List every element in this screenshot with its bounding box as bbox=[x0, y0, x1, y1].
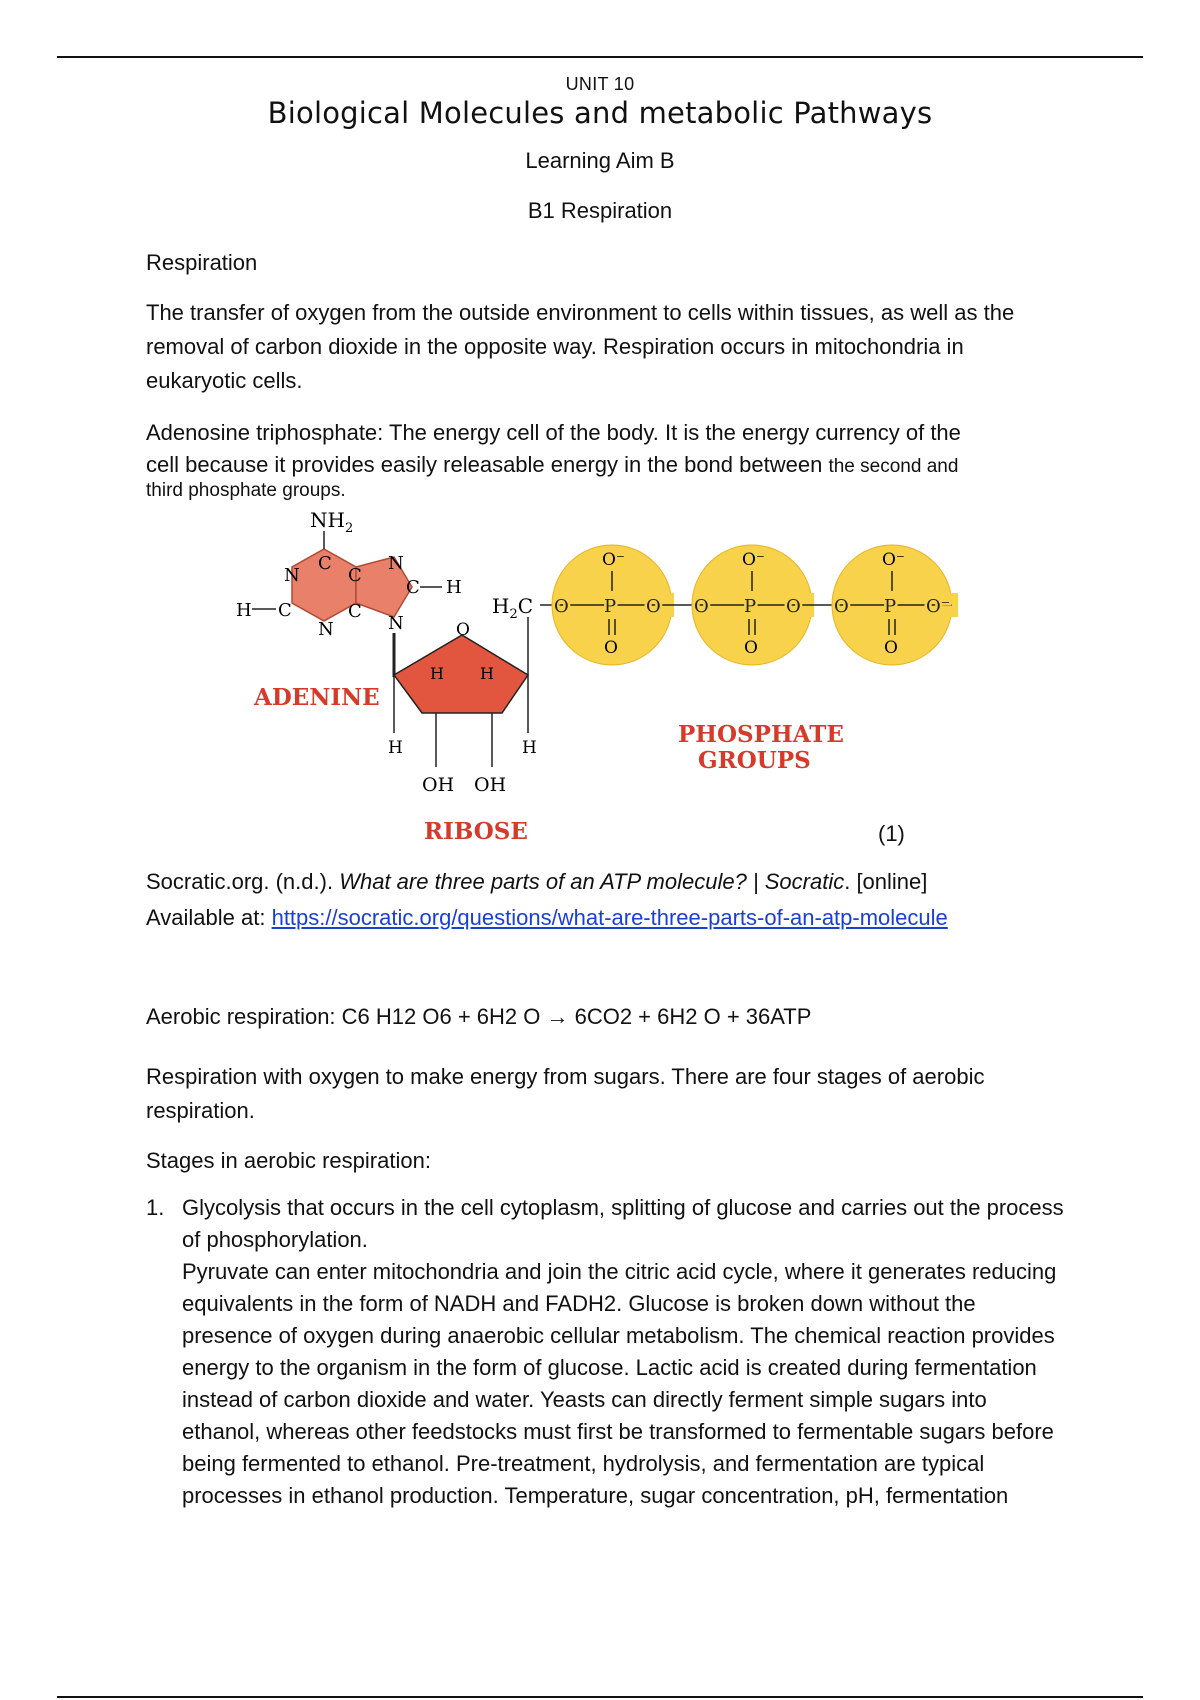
ribose-group bbox=[388, 594, 537, 845]
atp-molecule-diagram bbox=[236, 505, 1016, 850]
top-rule bbox=[57, 56, 1143, 58]
ribose-oh-1: OH bbox=[422, 774, 455, 796]
ribose-h-right: H bbox=[522, 738, 537, 758]
aerobic-equation: Aerobic respiration: C6 H12 O6 + 6H2 O → 6CO2 + 6H2 O + 36ATP bbox=[146, 1004, 812, 1029]
citation-available: Available at: bbox=[146, 905, 266, 930]
beta-p: P bbox=[744, 596, 757, 617]
citation-title: What are three parts of an ATP molecule? | Socratic bbox=[339, 869, 845, 894]
phosphate-label-line1: PHOSPHATE bbox=[678, 721, 844, 748]
citation-link[interactable]: https://socratic.org/questions/what-are-three-parts-of-an-atp-molecule bbox=[271, 905, 948, 930]
stage-number: 1. bbox=[146, 1195, 165, 1220]
figure-number: (1) bbox=[878, 821, 905, 846]
gamma-p: P bbox=[884, 596, 897, 617]
atp-definition-line2-tail: the second and bbox=[828, 456, 959, 477]
stage-text: Glycolysis that occurs in the cell cytoplasm, splitting of glucose and carries out the process of phosphorylation. bbox=[182, 1195, 1064, 1252]
beta-o-minus: O⁻ bbox=[742, 550, 765, 570]
ribose-h-1: H bbox=[430, 664, 444, 683]
section-heading: B1 Respiration bbox=[527, 198, 673, 223]
ribose-h-left: H bbox=[388, 738, 403, 758]
atom-c-left: C bbox=[278, 600, 292, 621]
citation bbox=[146, 864, 1046, 936]
atom-n-bottom: N bbox=[318, 619, 334, 640]
stages-heading: Stages in aerobic respiration: bbox=[146, 1148, 431, 1173]
h2c-label: $H_2C$ bbox=[492, 594, 534, 622]
atom-n-right: N bbox=[388, 553, 404, 574]
alpha-o-left: O bbox=[554, 596, 569, 617]
atp-definition bbox=[146, 417, 1046, 513]
ribose-label: RIBOSE bbox=[424, 818, 528, 845]
alpha-o-minus: O⁻ bbox=[602, 550, 625, 570]
aerobic-intro: Respiration with oxygen to make energy from sugars. There are four stages of aerobic respiration. bbox=[146, 1064, 985, 1123]
respiration-heading: Respiration bbox=[146, 250, 258, 275]
unit-label: UNIT 10 bbox=[565, 74, 635, 94]
atp-definition-line3: third phosphate groups. bbox=[146, 480, 346, 501]
alpha-o-bottom: O bbox=[604, 638, 618, 658]
ribose-oh-2: OH bbox=[474, 774, 507, 796]
alpha-p: P bbox=[604, 596, 617, 617]
atom-c-mid2: C bbox=[348, 601, 362, 622]
atom-h-right: H bbox=[446, 577, 462, 598]
phosphate-groups bbox=[540, 545, 958, 774]
citation-tail: . [online] bbox=[844, 869, 928, 894]
gamma-o-minus: O⁻ bbox=[882, 550, 905, 570]
atom-c-right: C bbox=[406, 577, 420, 598]
adenine-label: ADENINE bbox=[254, 684, 380, 711]
atom-c-top: C bbox=[318, 553, 332, 574]
gamma-o-left: O bbox=[834, 596, 849, 617]
gamma-o-minus-right: O⁻ bbox=[926, 596, 951, 617]
stage-detail: Pyruvate can enter mitochondria and join the citric acid cycle, where it generates reducing equivalents in the form of NADH and FADH2. Glucose is broken down without the presence of oxygen during anaerobic cellular metabolism. The chemical reaction provides energy to the organism in the form of glucose. Lactic acid is created during fermentation instead of carbon dioxide and water. Yeasts can directly ferment simple sugars into ethanol, whereas other feedstocks must first be transformed to fermentable sugars before being fermented to ethanol. Pre-treatment, hydrolysis, and fermentation are typical processes in ethanol production. Temperature, sugar concentration, pH, fermentation bbox=[182, 1259, 1057, 1508]
stages-list bbox=[146, 1192, 1066, 1512]
atp-definition-line2: cell because it provides easily releasable energy in the bond between bbox=[146, 452, 823, 477]
nh2-label: $NH_2$ bbox=[310, 508, 354, 536]
beta-o-left: O bbox=[694, 596, 709, 617]
ribose-ring-oxygen: O bbox=[456, 620, 470, 640]
list-item bbox=[146, 1192, 1066, 1512]
beta-o-right: O bbox=[786, 596, 801, 617]
gamma-o-bottom: O bbox=[884, 638, 898, 658]
atom-h-left: H bbox=[236, 600, 252, 621]
atom-c-mid1: C bbox=[348, 565, 362, 586]
document-title: Biological Molecules and metabolic Pathways bbox=[267, 96, 933, 130]
alpha-o-right: O bbox=[646, 596, 661, 617]
atom-n-left: N bbox=[284, 565, 300, 586]
ribose-h-2: H bbox=[480, 664, 494, 683]
atp-definition-line1: Adenosine triphosphate: The energy cell of the body. It is the energy currency of the bbox=[146, 420, 961, 445]
respiration-definition: The transfer of oxygen from the outside environment to cells within tissues, as well as the removal of carbon dioxide in the opposite way. Respiration occurs in mitochondria in eukaryotic cells. bbox=[146, 300, 1015, 393]
learning-aim: Learning Aim B bbox=[525, 148, 675, 173]
atom-n-link: N bbox=[388, 613, 404, 634]
ribose-ring bbox=[394, 635, 528, 713]
phosphate-label-line2: GROUPS bbox=[698, 747, 811, 774]
beta-o-bottom: O bbox=[744, 638, 758, 658]
bottom-rule bbox=[57, 1696, 1143, 1698]
citation-author: Socratic.org. (n.d.). bbox=[146, 869, 334, 894]
